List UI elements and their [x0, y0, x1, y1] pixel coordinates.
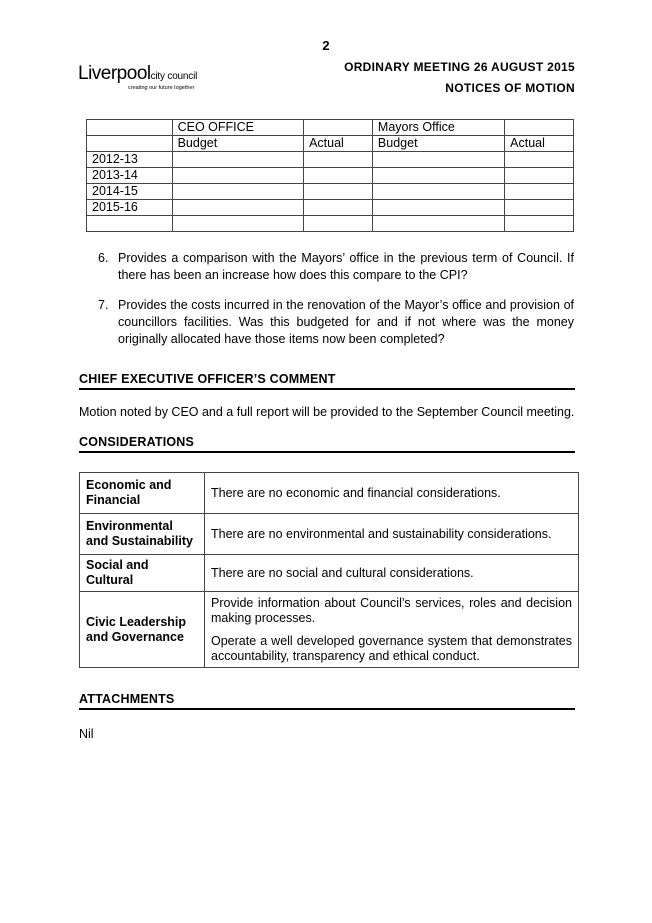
- council-logo: [78, 64, 218, 96]
- considerations-table: [79, 472, 579, 668]
- table-row: [80, 592, 579, 668]
- table-cell: Actual: [304, 136, 373, 152]
- table-cell: 2015-16: [87, 200, 173, 216]
- table-cell: 2012-13: [87, 152, 173, 168]
- table-row: [80, 555, 579, 592]
- page-number: 2: [322, 38, 330, 53]
- table-cell: [172, 168, 304, 184]
- meeting-title: ORDINARY MEETING 26 AUGUST 2015: [344, 60, 575, 74]
- consideration-paragraph: Provide information about Council’s services, roles and decision making processes.: [211, 595, 572, 625]
- table-cell: [505, 200, 574, 216]
- table-cell: [505, 184, 574, 200]
- table-cell: [372, 216, 504, 232]
- ceo-comment-text: Motion noted by CEO and a full report will be provided to the September Council meeting.: [79, 405, 575, 419]
- table-row: [87, 184, 574, 200]
- logo-sub: city council: [150, 71, 198, 82]
- table-cell: 2013-14: [87, 168, 173, 184]
- table-cell: [87, 216, 173, 232]
- list-item-number: 6.: [98, 251, 109, 265]
- table-cell: [304, 216, 373, 232]
- consideration-text: [205, 473, 579, 514]
- table-cell: [304, 152, 373, 168]
- consideration-text: [205, 514, 579, 555]
- consideration-paragraph: Operate a well developed governance system that demonstrates accountability, transparency and ethical conduct.: [211, 633, 572, 663]
- consideration-label: Civic Leadership and Governance: [80, 592, 205, 668]
- logo-tagline: creating our future together: [128, 85, 195, 91]
- table-cell: CEO OFFICE: [172, 120, 304, 136]
- table-cell: [372, 168, 504, 184]
- table-cell: Budget: [372, 136, 504, 152]
- budget-group-header-row: [87, 120, 574, 136]
- ceo-comment-heading: CHIEF EXECUTIVE OFFICER’S COMMENT: [79, 372, 575, 390]
- table-cell: [372, 200, 504, 216]
- list-item: [98, 297, 574, 348]
- table-cell: [304, 168, 373, 184]
- table-cell: [172, 200, 304, 216]
- table-cell: [172, 216, 304, 232]
- table-cell: [304, 200, 373, 216]
- table-cell: [304, 184, 373, 200]
- table-cell: Mayors Office: [372, 120, 504, 136]
- table-row: [87, 216, 574, 232]
- table-cell: [87, 120, 173, 136]
- table-cell: [372, 152, 504, 168]
- consideration-text: [205, 592, 579, 668]
- list-item: [98, 250, 574, 284]
- considerations-heading: CONSIDERATIONS: [79, 435, 575, 453]
- attachments-text: Nil: [79, 727, 94, 741]
- table-row: [80, 514, 579, 555]
- consideration-label: Economic and Financial: [80, 473, 205, 514]
- consideration-label: Environmental and Sustainability: [80, 514, 205, 555]
- table-cell: [87, 136, 173, 152]
- table-cell: Actual: [505, 136, 574, 152]
- consideration-paragraph: There are no social and cultural considerations.: [211, 565, 474, 580]
- table-cell: [172, 184, 304, 200]
- table-cell: [505, 168, 574, 184]
- list-item-text: Provides the costs incurred in the renovation of the Mayor’s office and provision of councillors facilities. Was this budgeted for and if not where was the money originally allocated have those items now been completed?: [118, 298, 574, 346]
- consideration-text: [205, 555, 579, 592]
- table-cell: 2014-15: [87, 184, 173, 200]
- consideration-label: Social and Cultural: [80, 555, 205, 592]
- consideration-paragraph: There are no environmental and sustainability considerations.: [211, 526, 552, 541]
- table-row: [80, 473, 579, 514]
- attachments-heading: ATTACHMENTS: [79, 692, 575, 710]
- table-cell: [505, 152, 574, 168]
- table-row: [87, 152, 574, 168]
- budget-sub-header-row: [87, 136, 574, 152]
- table-row: [87, 200, 574, 216]
- table-cell: Budget: [172, 136, 304, 152]
- consideration-paragraph: There are no economic and financial considerations.: [211, 485, 501, 500]
- logo-word: Liverpool: [78, 63, 151, 84]
- table-cell: [505, 120, 574, 136]
- table-cell: [172, 152, 304, 168]
- budget-table: [86, 119, 574, 232]
- list-item-text: Provides a comparison with the Mayors’ office in the previous term of Council. If there has been an increase how does this compare to the CPI?: [118, 251, 574, 282]
- list-item-number: 7.: [98, 298, 109, 312]
- table-cell: [304, 120, 373, 136]
- table-cell: [505, 216, 574, 232]
- table-cell: [372, 184, 504, 200]
- section-title: NOTICES OF MOTION: [445, 81, 575, 95]
- table-row: [87, 168, 574, 184]
